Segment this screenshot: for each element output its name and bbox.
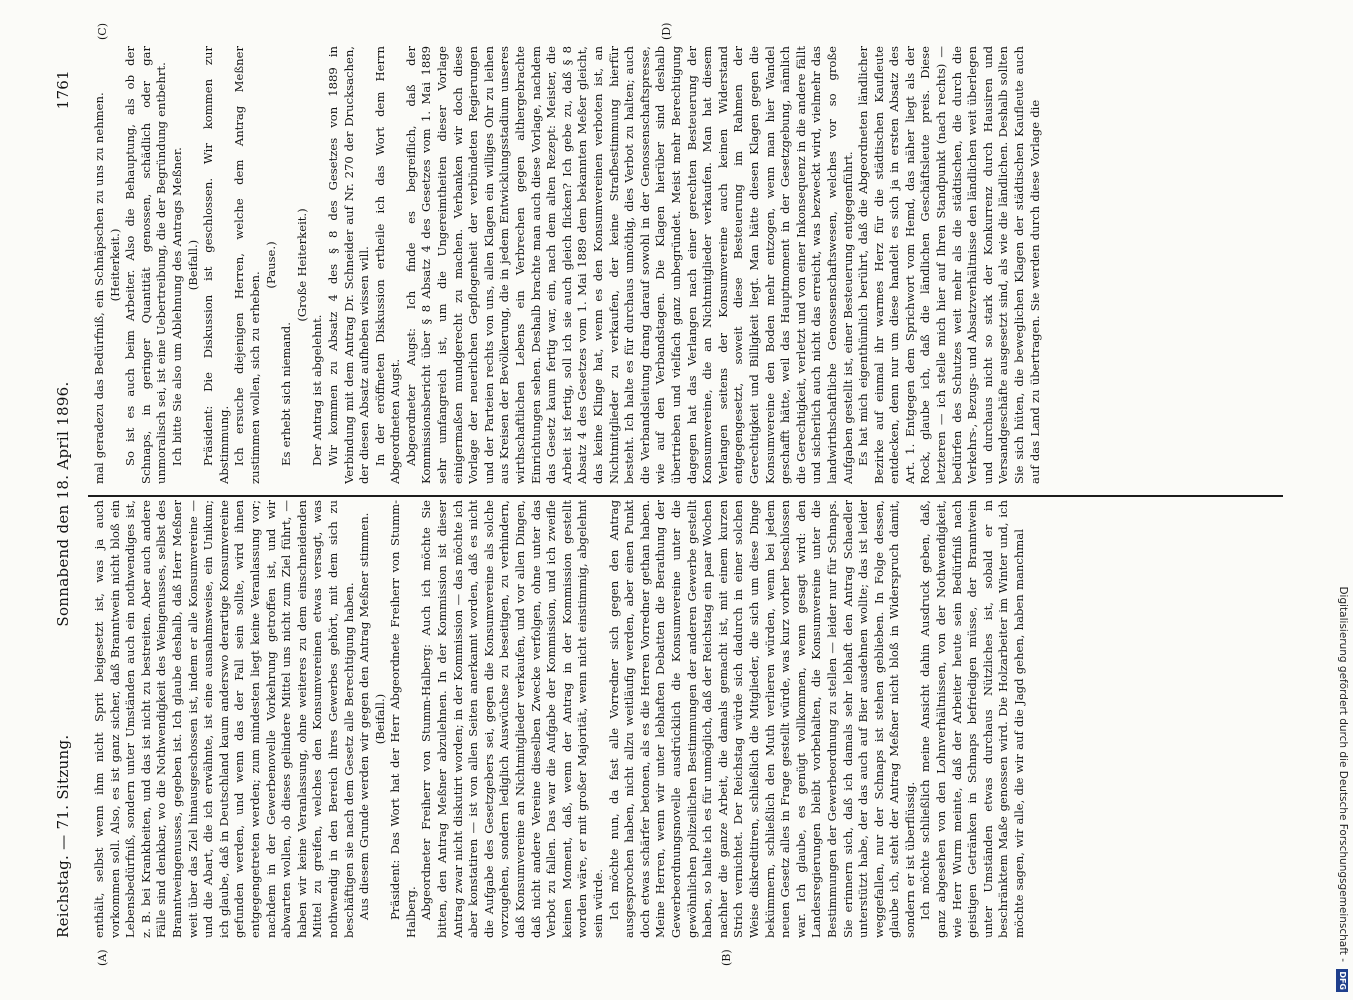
left-column xyxy=(92,500,1280,938)
paragraph: Aus diesem Grunde werden wir gegen den Antrag Meßner stimmen. xyxy=(357,512,372,920)
paragraph: Ich möchte nun, da fast alle Vorredner sich gegen den Antrag ausgesprochen haben, nicht allzu weitläufig werden, aber einen Punkt doch etwas schärfer betonen, als es die Herren Vorredner gethan haben. Meine Herren, wenn wir unter lebhaften Debatten die Berathung der Gewerbeordnungsnovelle ausdrücklich die Konsumvereine unter die gewöhnlichen polizeilichen Bestimmungen der anderen Gewerbe gestellt haben, so halte ich es für unmöglich, daß der Reichstag ein paar Wochen nachher die ganze Arbeit, die damals gemacht ist, mit einem kurzen Strich vernichtet. Der Reichstag würde sich dadurch in einer solchen Weise diskreditiren, schließlich die Mitglieder, die sich um diese Dinge bekümmern, schließlich den Muth verlieren würden, wenn bei jedem neuen Gesetz alles in Frage gestellt würde, was kurz vorher beschlossen war. Ich glaube, es genügt vollkommen, wenn gesagt wird: den Landesregierungen bleibt vorbehalten, die Konsumvereine unter die Bestimmungen der Gewerbeordnung zu stellen — leider nur für Schnaps. Sie erinnern sich, daß ich damals sehr lebhaft den Antrag Schaedler unterstützt habe, der das auch auf Bier ausdehnen wollte; das ist leider weggefallen, nur der Schnaps ist stehen geblieben. In Folge dessen, glaube ich, steht der Antrag Meßner nicht bloß in Widerspruch damit, sondern er ist überflüssig. xyxy=(606,500,917,938)
margin-marker-a: (A) xyxy=(96,949,109,966)
paragraph: mal geradezu das Bedürfniß, ein Schnäpschen zu uns zu nehmen. xyxy=(92,92,106,484)
column-divider xyxy=(88,495,1283,497)
credit-text: Digitalisierung gefördert durch die Deutsche Forschungsgemeinschaft - xyxy=(1337,586,1349,966)
stage-direction: (Beifall.) xyxy=(185,239,200,291)
running-header xyxy=(54,70,78,938)
paragraph: Es erhebt sich niemand. xyxy=(279,322,294,466)
paragraph: Ich ersuche diejenigen Herren, welche dem Antrag Meßner zustimmen wollen, sich zu erheben. xyxy=(232,46,262,484)
right-column xyxy=(92,46,1280,484)
stage-direction: (Beifall.) xyxy=(372,693,387,745)
speaker-paragraph: Abgeordneter Augst: Ich finde es begreiflich, daß der Kommissionsbericht über § 8 Absatz 4 des Gesetzes vom 1. Mai 1889 sehr umfangreich ist, um die Ungereimtheiten dieser Vorlage einigermaßen mundgerecht zu machen. Verbanken wir doch diese Vorlage der neuerlichen Gepflogenheit der verbündeten Regierungen und der Parteien rechts von uns, allen Klagen ein williges Ohr zu leihen aus Kreisen der Bevölkerung, die in jedem Entwicklungsstadium unseres wirthschaftlichen Lebens ein Verbrechen gegen althergebrachte Einrichtungen sehen. Deshalb brachte man auch diese Vorlage, nachdem das Gesetz kaum fertig war, ein, nach dem alten Rezept: Meister, die Arbeit ist fertig, soll ich sie auch gleich flicken? Ich gebe zu, daß § 8 Absatz 4 des Gesetzes vom 1. Mai 1889 dem bekannten Meßer gleicht, das keine Klinge hat, wenn es den Konsumvereinen verboten ist, an Nichtmitglieder zu verkaufen, der keine Strafbestimmung hierfür besteht. Ich halte es für durchaus unnöthig, dies Verbot zu halten; auch die Verbandsleitung drang darauf sowohl in der Genossenschaftspresse, wie auf den Verbandstagen. Die Klagen hierüber sind deshalb übertrieben und vielfach ganz unbegründet. Meist mehr Berechtigung dagegen hat das Verlangen nach einer gerechten Besteuerung der Konsumvereine, die an Nichtmitglieder verkaufen. Man hat diesem Verlangen seitens der Konsumvereine auch keinen Widerstand entgegengesetzt, soweit diese Besteuerung im Rahmen der Gerechtigkeit und Billigkeit liegt. Man hätte diesen Klagen gegen die Konsumvereine den Boden mehr entzogen, wenn man hier Wandel geschafft hätte, weil das Hauptmoment in der Gesetzgebung, nämlich die Gerechtigkeit, verletzt und von einer Inkonsequenz in die andere fällt und sicherlich auch nicht das erreicht, was bezweckt wird, vielmehr das landwirthschaftliche Genossenschaftswesen, welches vor so große Aufgaben gestellt ist, einer Besteuerung entgegenführt. xyxy=(403,46,855,484)
stage-direction: (Pause.) xyxy=(263,241,278,289)
stage-direction: (Große Heiterkeit.) xyxy=(294,208,309,322)
paragraph: In der eröffneten Diskussion ertheile ich das Wort dem Herrn Abgeordneten Augst. xyxy=(372,46,403,484)
digitization-credit xyxy=(1335,8,1353,992)
paragraph: Ich möchte schließlich meine Ansicht dahin Ausdruck geben, daß, ganz abgesehen von den Lohnverhältnissen, von der Nothwendigkeit, wie Herr Wurm meinte, daß der Arbeiter heute sein Bedürfniß nach geistigen Getränken in Schnaps befriedigen müsse, der Branntwein unter Umständen etwas durchaus Nützliches ist, sobald er in beschränktem Maße genossen wird. Die Holzarbeiter im Winter und, ich möchte sagen, wir alle, die wir auf die Jagd gehen, haben manchmal xyxy=(918,500,1027,938)
paragraph: Wir kommen zu Absatz 4 des § 8 des Gesetzes von 1889 in Verbindung mit dem Antrag Dr. Schneider auf Nr. 270 der Drucksachen, der diesen Absatz aufheben wissen will. xyxy=(325,46,372,484)
paragraph: So ist es auch beim Arbeiter. Also die Behauptung, als ob der Schnaps, in geringer Quantität genossen, schädlich oder gar unmoralisch sei, ist eine Uebertreibung, die der Begründung entbehrt. xyxy=(123,46,169,484)
dfg-logo: DFG xyxy=(1338,971,1347,990)
paragraph: Ich bitte Sie also um Ablehnung des Antrags Meßner. xyxy=(169,147,184,466)
speaker-paragraph: Präsident: Die Diskussion ist geschlossen. Wir kommen zur Abstimmung. xyxy=(201,46,231,484)
speaker-paragraph: Präsident: Das Wort hat der Herr Abgeordnete Freiherr von Stumm-Halberg. xyxy=(388,500,418,938)
paragraph: Der Antrag ist abgelehnt. xyxy=(310,314,325,466)
margin-marker-b: (B) xyxy=(720,949,733,966)
header-session: Reichstag. — 71. Sitzung. xyxy=(54,734,72,938)
margin-marker-c: (C) xyxy=(96,23,109,40)
header-date: Sonnabend den 18. April 1896. xyxy=(54,381,72,627)
paragraph: Es hat mich eigenthümlich berührt, daß die Abgeordneten ländlicher Bezirke auf einmal ihr warmes Herz für die städtischen Kaufleute entdecken, denn nur um diese handelt es sich ja in ersten Absatz des Art. 1. Entgegen dem Sprichwort vom Hemd, das näher liegt als der Rock, glaube ich, daß die ländlichen Geschäftsleute preis. Diese letzteren — ich stelle mich hier auf Ihren Standpunkt (nach rechts) — bedürfen des Schutzes weit mehr als die städtischen, die durch die Verkehrs-, Bezugs- und Absatzverhältnisse den ländlichen weit überlegen und durchaus nicht so stark der Konkurrenz durch Hausiren und Versandgeschäfte ausgesetzt sind, als wie die ländlichen. Deshalb sollten Sie sich hüten, die beweglichen Klagen der städtischen Kaufleute auch auf das Land zu übertragen. Sie werden durch diese Vorlage die xyxy=(856,46,1042,484)
margin-marker-d: (D) xyxy=(660,22,673,40)
paragraph: enthält, selbst wenn ihm nicht Sprit beigesetzt ist, was ja auch vorkommen soll. Also, es ist ganz sicher, daß Branntwein nicht bloß ein Lebensbedürfniß, sondern unter Umständen auch ein nothwendiges ist, z. B. bei Krankheiten, und das ist nicht zu bestreiten. Aber auch andere Fälle sind denkbar, wo die Nothwendigkeit des Weingenusses, selbst des Branntweingenusses, gegeben ist. Ich glaube deshalb, daß Herr Meßner weit über das Ziel hinausgeschossen ist, indem er alle Konsumvereine — und die Abart, die ich erwähnte, ist eine ausnahmsweise, ein Unikum; ich glaube, daß in Deutschland kaum anderswo derartige Konsumvereine gefunden werden, und wenn das der Fall sein sollte, wird ihnen entgegengetreten werden; zum mindesten liegt keine Veranlassung vor; nachdem in der Gewerbenovelle Vorkehrung getroffen ist, und wir abwarten wollen, ob dieses gelindere Mittel uns nicht zum Ziel führt, — haben wir keine Veranlassung, ohne weiteres zu dem einschneidenden Mittel zu greifen, welches den Konsumvereinen etwas versagt, was nothwendig in den Bereich ihres Gewerbes gehört, mit dem sich zu beschäftigen sie nach dem Gesetz alle Berechtigung haben. xyxy=(92,500,356,938)
speaker-paragraph: Abgeordneter Freiherr von Stumm-Halberg: Auch ich möchte Sie bitten, den Antrag Meßner abzulehnen. In der Kommission ist dieser Antrag zwar nicht diskutirt worden; in der Kommission — das möchte ich aber konstatiren — ist von allen Seiten anerkannt worden, daß es nicht die Aufgabe des Gesetzgebers sei, gegen die Konsumvereine als solche vorzugehen, sondern lediglich Auswüchse zu beseitigen, zu verhindern, daß Konsumvereine an Nichtmitglieder verkaufen, und vor allen Dingen, daß nicht andere Vereine dieselben Zwecke verfolgen, ohne unter das Verbot zu fallen. Das war die Aufgabe der Kommission, und ich zweifle keinen Moment, daß, wenn der Antrag in der Kommission gestellt worden wäre, er mit großer Majorität, wenn nicht einstimmig, abgelehnt sein würde. xyxy=(419,500,605,938)
page-number: 1761 xyxy=(54,70,72,110)
stage-direction: (Heiterkeit.) xyxy=(107,228,122,302)
